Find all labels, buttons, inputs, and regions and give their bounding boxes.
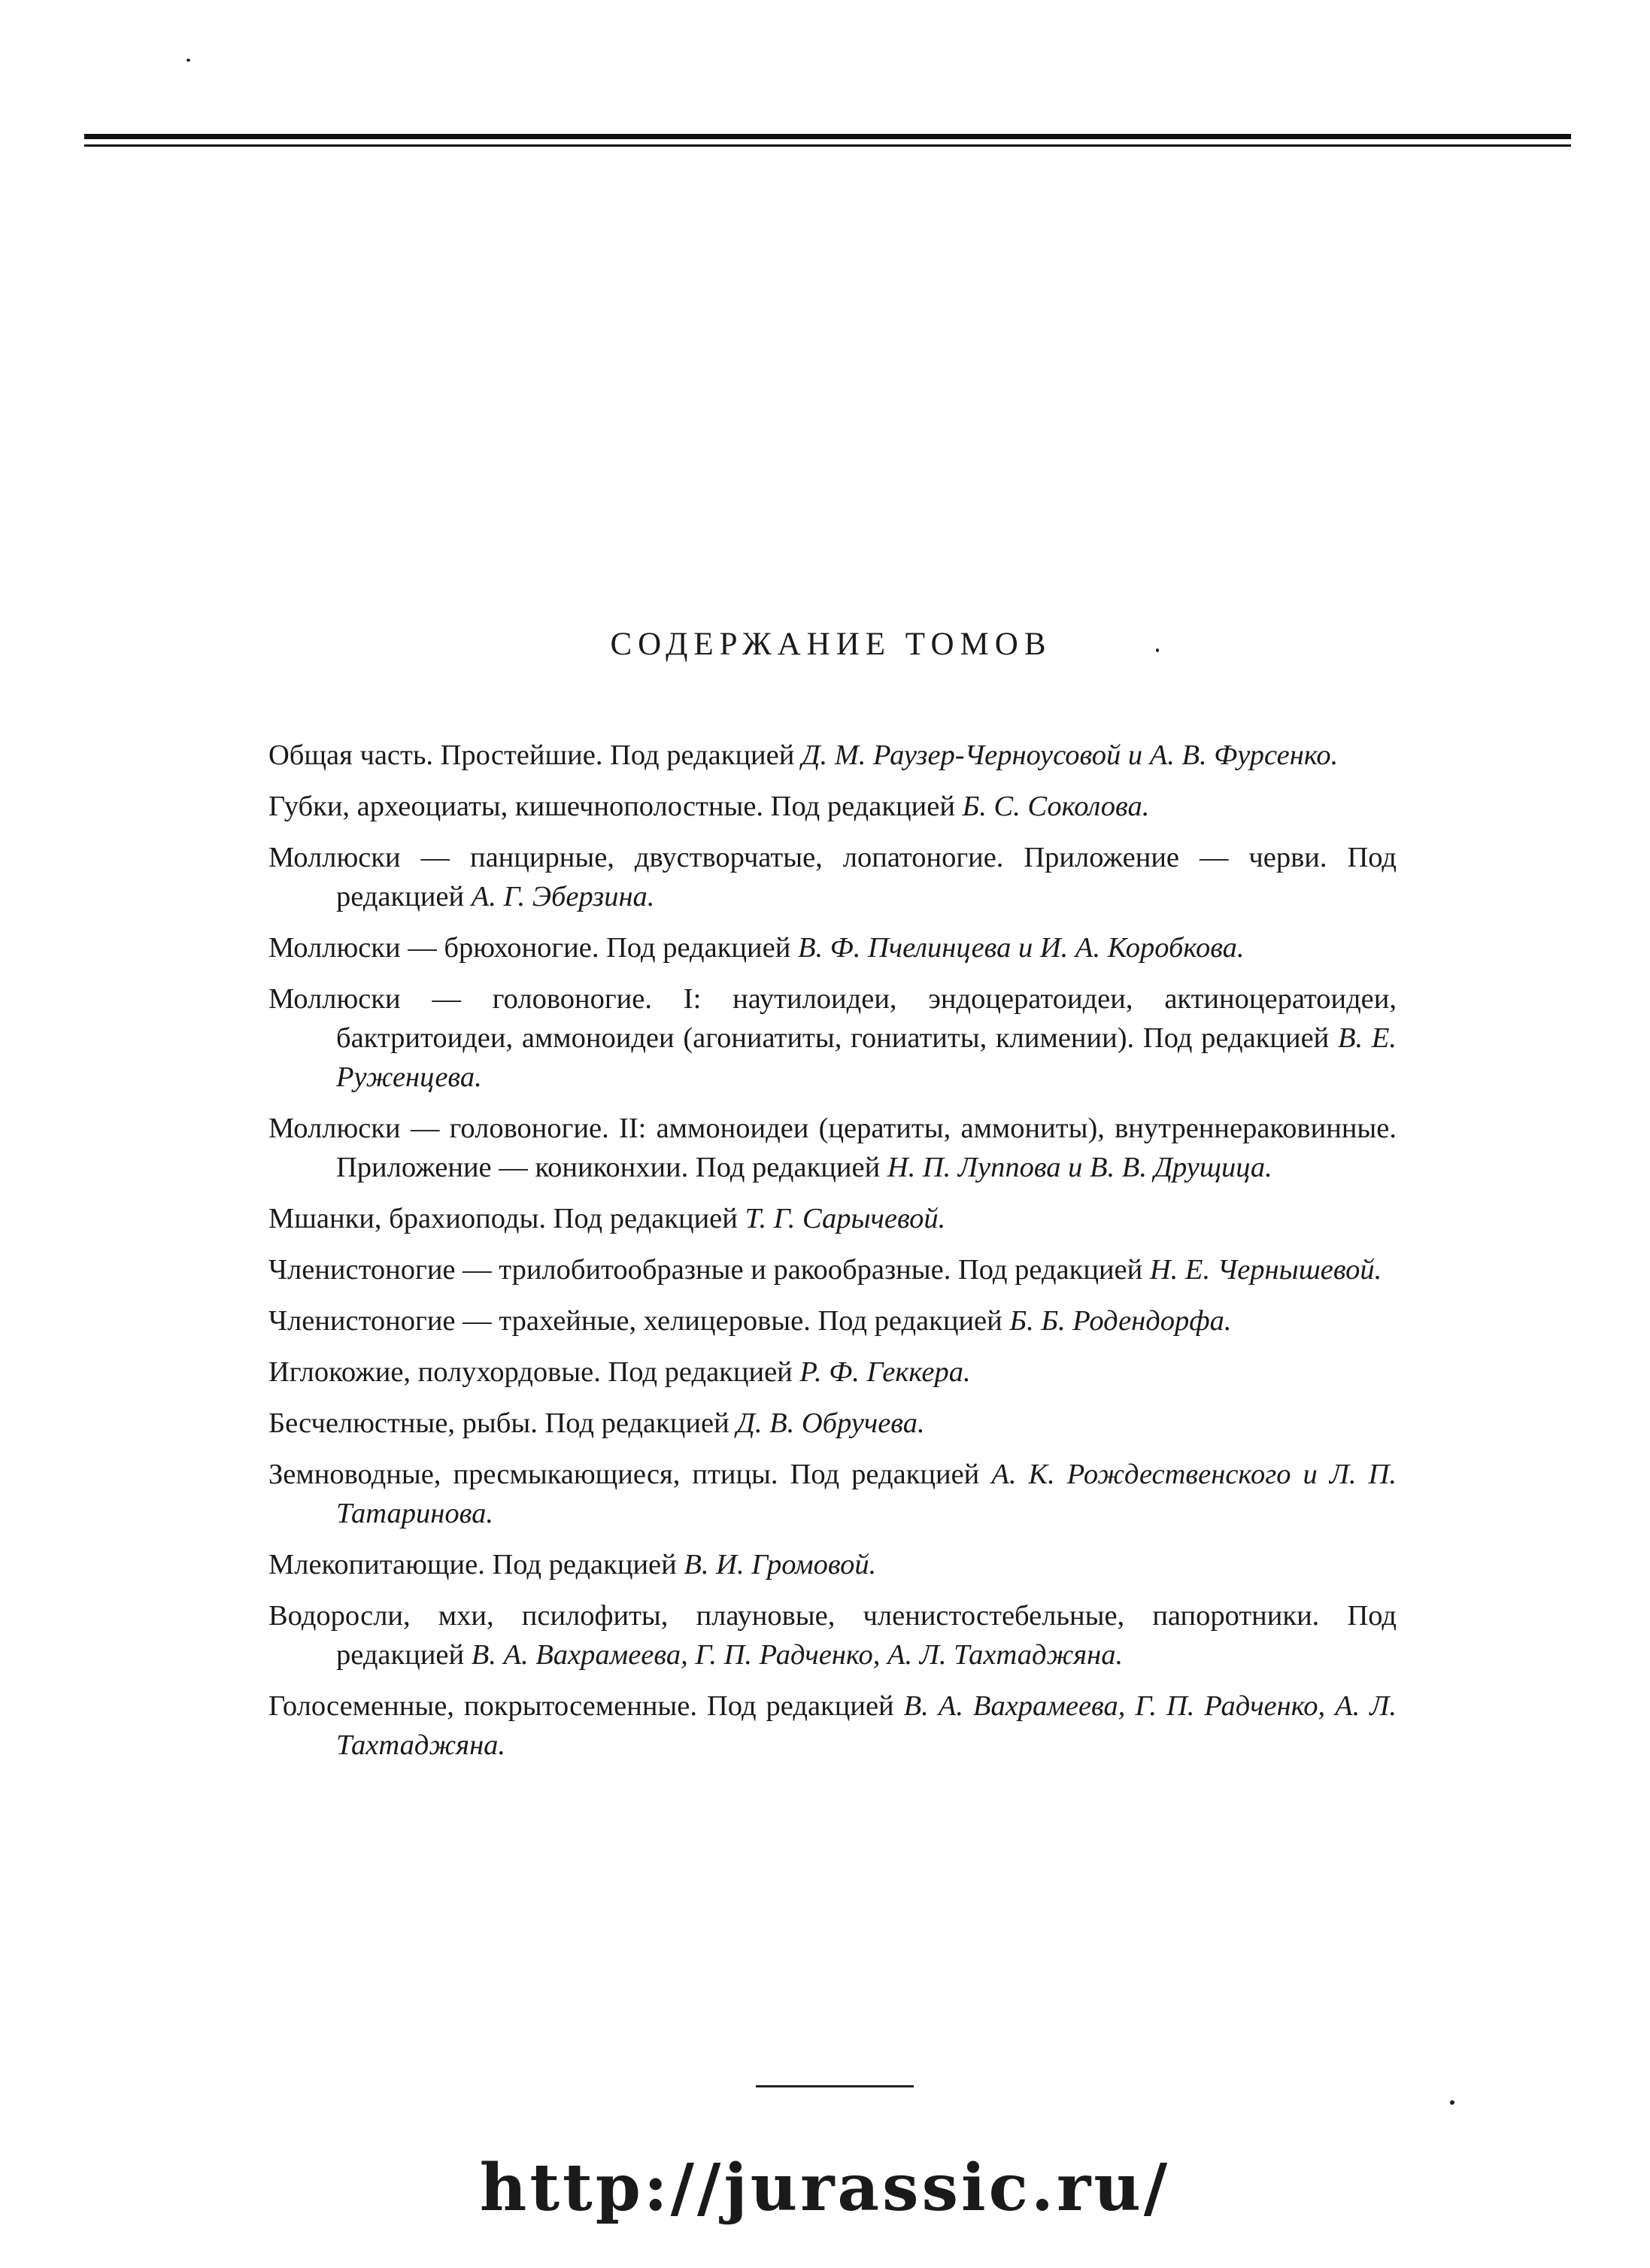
volume-entry (268, 1455, 1397, 1533)
volume-entry (268, 1199, 1397, 1238)
volume-editors: Т. Г. Сарычевой. (745, 1203, 946, 1234)
volume-subject: Моллюски — головоногие. II: аммоноидеи (цератиты, аммониты), внутреннераковинные. Приложение — кониконхии. Под редакцией (268, 1113, 1397, 1183)
volume-subject: Членистоногие — трилобитообразные и ракообразные. Под редакцией (268, 1254, 1150, 1286)
volume-entry (268, 1353, 1397, 1392)
watermark-url: http://jurassic.ru/ (479, 2150, 1171, 2226)
volume-editors: Д. М. Раузер-Черноусовой и А. В. Фурсенко. (801, 739, 1339, 771)
top-rule (84, 134, 1571, 139)
volume-subject: Водоросли, мхи, псилофиты, плауновые, членистостебельные, папоротники. Под редакцией (268, 1600, 1397, 1671)
volume-subject: Бесчелюстные, рыбы. Под редакцией (268, 1407, 737, 1439)
volume-subject: Губки, археоциаты, кишечнополостные. Под редакцией (268, 791, 963, 822)
volume-entry (268, 736, 1397, 775)
print-speck (187, 59, 190, 62)
volume-entry (268, 838, 1397, 916)
volume-subject: Голосеменные, покрытосеменные. Под редакцией (268, 1690, 904, 1722)
volume-subject: Моллюски — брюхоногие. Под редакцией (268, 932, 798, 964)
volume-subject: Моллюски — панцирные, двустворчатые, лопатоногие. Приложение — черви. Под редакцией (268, 842, 1397, 912)
section-divider (756, 2085, 914, 2087)
volume-entry (268, 1545, 1397, 1584)
volume-entry (268, 1404, 1397, 1443)
print-speck (1450, 2100, 1454, 2105)
volume-editors: Н. Е. Чернышевой. (1149, 1254, 1382, 1286)
volume-entry (268, 1250, 1397, 1289)
volume-editors: В. Ф. Пчелинцева и И. А. Коробкова. (797, 932, 1245, 964)
volume-entry (268, 1109, 1397, 1187)
volume-editors: А. К. Рождественского и Л. П. Татаринова. (336, 1459, 1397, 1529)
volume-subject: Мшанки, брахиоподы. Под редакцией (268, 1203, 745, 1234)
page-title: СОДЕРЖАНИЕ ТОМОВ (610, 627, 1052, 662)
volume-entry (268, 979, 1397, 1097)
volume-editors: А. Г. Эберзина. (471, 881, 655, 912)
volume-editors: Б. С. Соколова. (962, 791, 1150, 822)
volume-subject: Млекопитающие. Под редакцией (268, 1549, 684, 1580)
volume-subject: Членистоногие — трахейные, хелицеровые. Под редакцией (268, 1305, 1010, 1337)
top-rule-thin (84, 144, 1571, 147)
volume-editors: Б. Б. Родендорфа. (1009, 1305, 1232, 1337)
volume-list (268, 736, 1397, 1777)
volume-subject: Моллюски — головоногие. I: наутилоидеи, эндоцератоидеи, актиноцератоидеи, бактритоидеи, аммоноидеи (агониатиты, гониатиты, климении). Под редакцией (268, 983, 1397, 1054)
volume-entry (268, 787, 1397, 826)
volume-editors: Р. Ф. Геккера. (799, 1356, 971, 1388)
volume-subject: Земноводные, пресмыкающиеся, птицы. Под редакцией (268, 1459, 992, 1490)
volume-editors: Н. П. Луппова и В. В. Друщица. (887, 1152, 1272, 1183)
volume-entry (268, 928, 1397, 967)
volume-editors: В. А. Вахрамеева, Г. П. Радченко, А. Л. Тахтаджяна. (336, 1690, 1397, 1761)
volume-subject: Иглокожие, полухордовые. Под редакцией (268, 1356, 800, 1388)
volume-editors: Д. В. Обручева. (736, 1407, 925, 1439)
volume-entry (268, 1687, 1397, 1765)
volume-editors: В. И. Громовой. (684, 1549, 877, 1580)
volume-entry (268, 1596, 1397, 1674)
volume-subject: Общая часть. Простейшие. Под редакцией (268, 739, 802, 771)
volume-entry (268, 1301, 1397, 1340)
volume-editors: В. А. Вахрамеева, Г. П. Радченко, А. Л. Тахтаджяна. (471, 1639, 1124, 1671)
volume-editors: В. Е. Руженцева. (336, 1022, 1397, 1093)
